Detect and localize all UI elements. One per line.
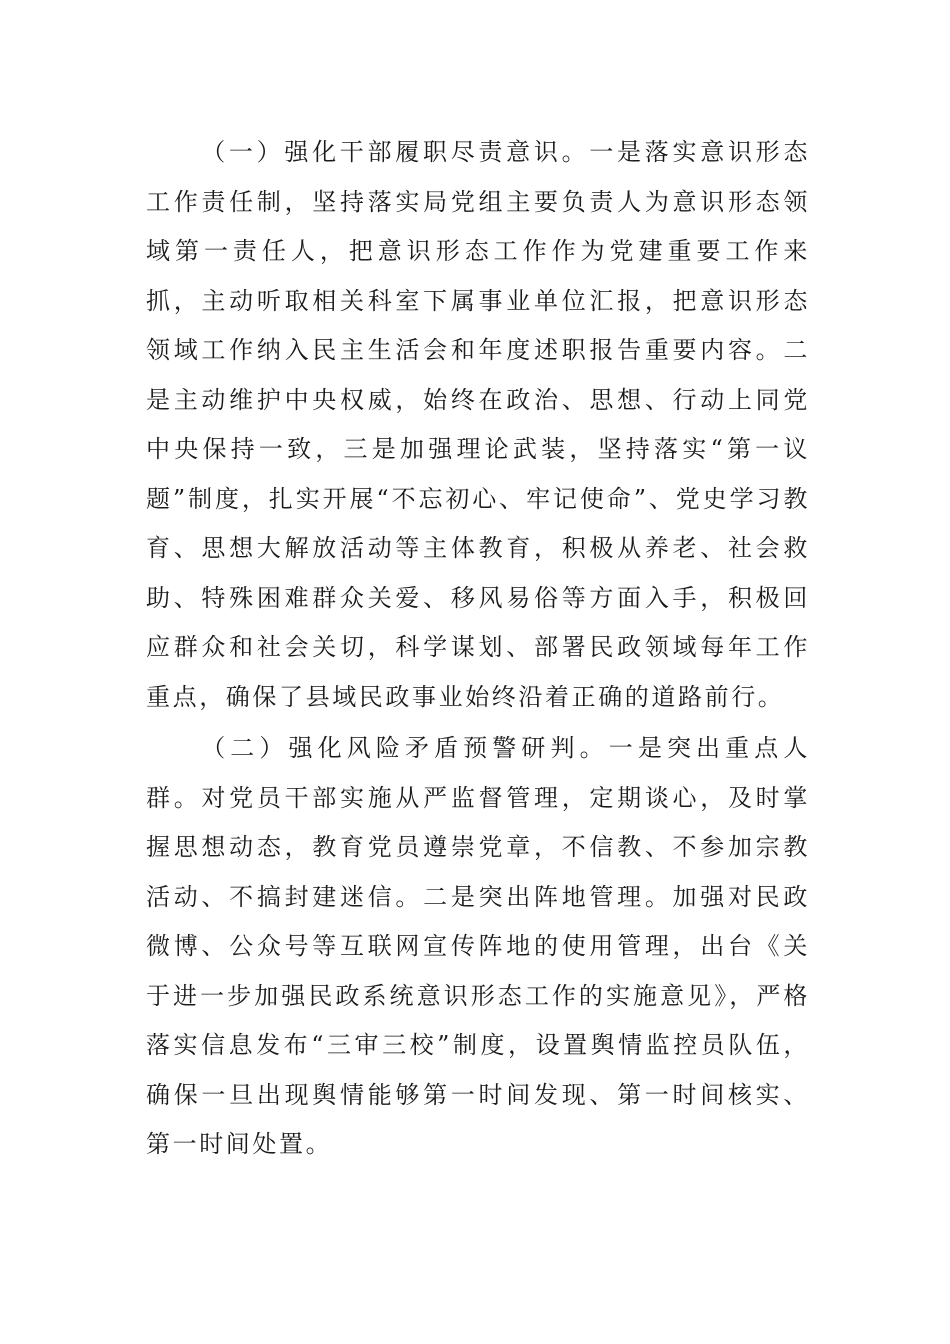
paragraph-cadre-responsibility: （一）强化干部履职尽责意识。一是落实意识形态工作责任制，坚持落实局党组主要负责人为意识形态领域第一责任人，把意识形态工作作为党建重要工作来抓，主动听取相关科室下属事业单位汇报，把意识形态领域工作纳入民主生活会和年度述职报告重要内容。二是主动维护中央权威，始终在政治、思想、行动上同党中央保持一致，三是加强理论武装，坚持落实“第一议题”制度，扎实开展“不忘初心、牢记使命”、党史学习教育、思想大解放活动等主体教育，积极从养老、社会救助、特殊困难群众关爱、移风易俗等方面入手，积极回应群众和社会关切，科学谋划、部署民政领域每年工作重点，确保了县域民政事业始终沿着正确的道路前行。 <box>146 138 810 711</box>
paragraph-risk-warning: （二）强化风险矛盾预警研判。一是突出重点人群。对党员干部实施从严监督管理，定期谈心，及时掌握思想动态，教育党员遵崇党章，不信教、不参加宗教活动、不搞封建迷信。二是突出阵地管理。加强对民政微博、公众号等互联网宣传阵地的使用管理，出台《关于进一步加强民政系统意识形态工作的实施意见》，严格落实信息发布“三审三校”制度，设置舆情监控员队伍，确保一旦出现舆情能够第一时间发现、第一时间核实、第一时间处置。 <box>146 734 810 1158</box>
